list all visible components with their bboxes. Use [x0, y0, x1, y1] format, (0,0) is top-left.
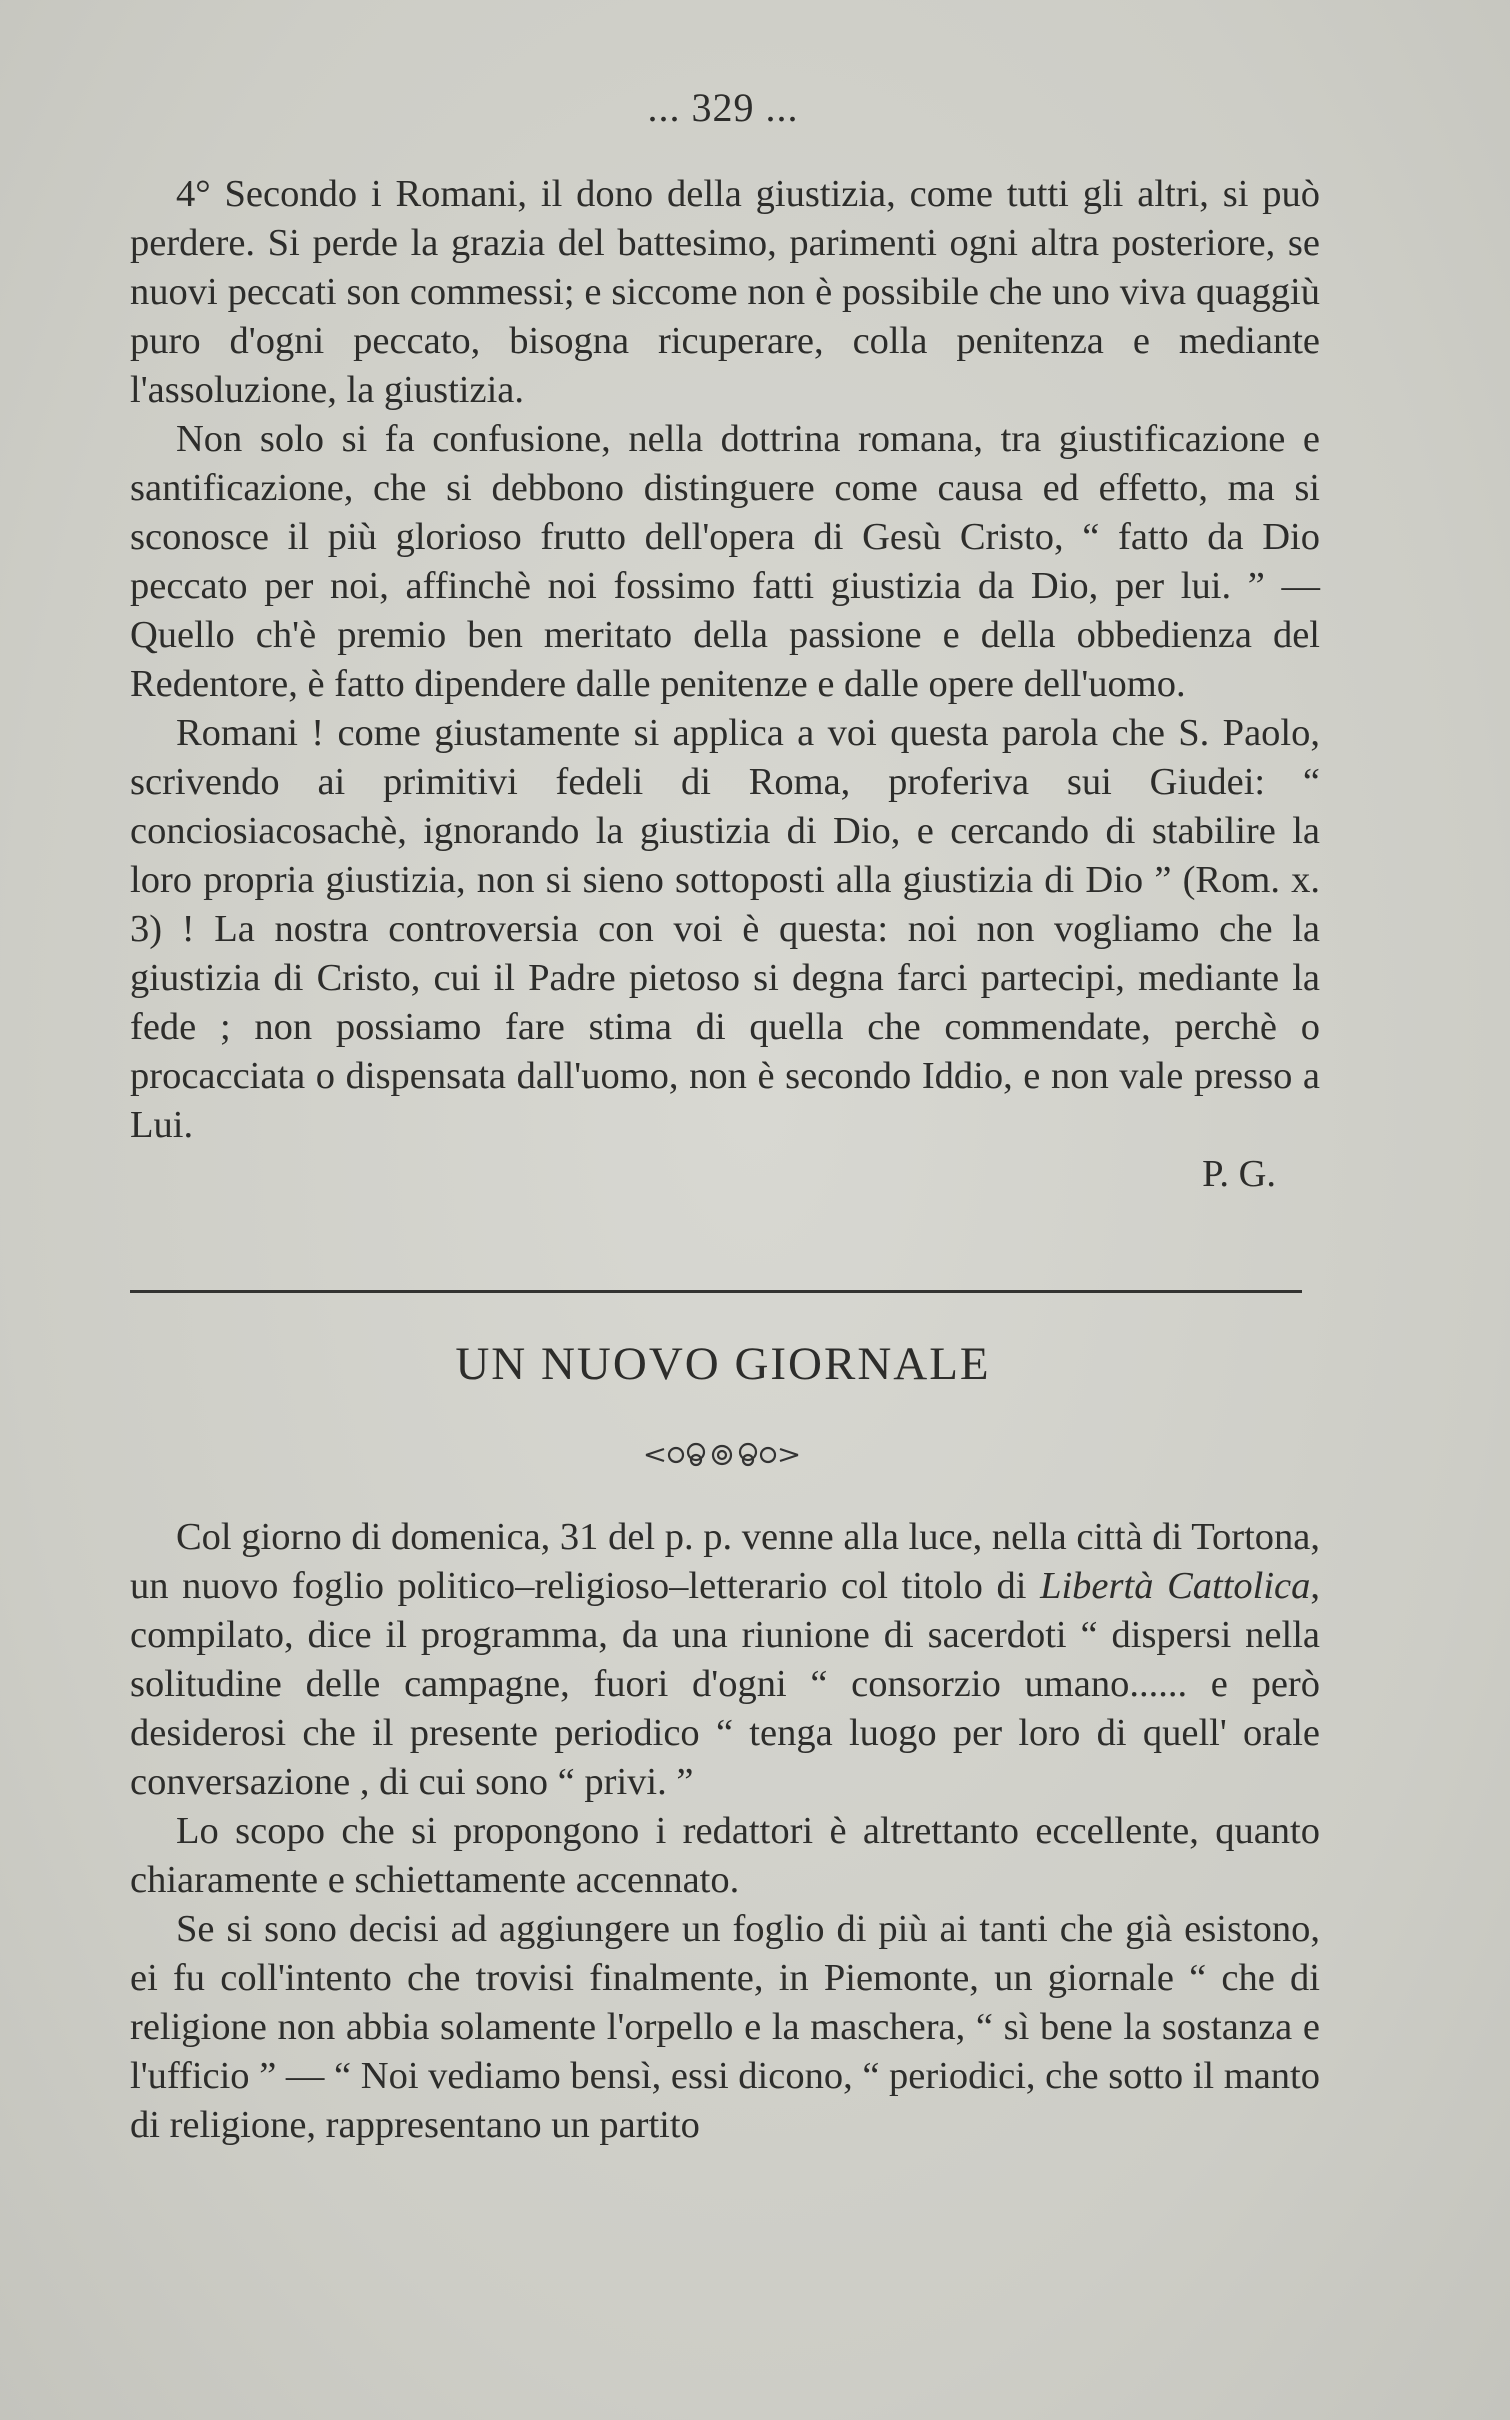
paragraph-6: Se si sono decisi ad aggiungere un foglio di più ai tanti che già esistono, ei fu coll'intento che trovisi finalmente, in Piemonte, un giornale “ che di religione non abbia solamente l'orpello e la maschera, “ sì bene la sostanza e l'ufficio ” — “ Noi vediamo bensì, essi dicono, “ periodici, che sotto il manto di religione, rappresentano un partito — [130, 1908, 1320, 2146]
paragraph-4 — [130, 1513, 1320, 1807]
article-heading: UN NUOVO GIORNALE — [455, 1338, 991, 1390]
paragraph-4-end: , compilato, dice il programma, da una riunione di sacerdoti “ dispersi nella solitudine delle campagne, fuori d'ogni “ consorzio umano...... e però desiderosi che il presente periodico “ tenga luogo per loro di quell' orale conversazione , di cui sono “ privi. ” — [130, 1565, 1320, 1803]
ornament-icon — [642, 1438, 802, 1472]
paragraph-2: Non solo si fa confusione, nella dottrina romana, tra giustificazione e santificazione, che si debbono distinguere come causa ed effetto, ma si sconosce il più glorioso frutto dell'opera di Gesù Cristo, “ fatto da Dio peccato per noi, affinchè noi fossimo fatti giustizia da Dio, per lui. ” — Quello ch'è premio ben meritato della passione e della obbedienza del Redentore, è fatto dipendere dalle penitenze e dalle opere dell'uomo. — [130, 418, 1320, 705]
paragraph-1: 4° Secondo i Romani, il dono della giustizia, come tutti gli altri, si può perdere. Si perde la grazia del battesimo, parimenti ogni altra posteriore, se nuovi peccati son commessi; e siccome non è possibile che uno viva quaggiù puro d'ogni peccato, bisogna ricuperare, colla penitenza e mediante l'assoluzione, la giustizia. — [130, 173, 1320, 411]
paragraph-3: Romani ! come giustamente si applica a voi questa parola che S. Paolo, scrivendo ai primitivi fedeli di Roma, proferiva sui Giudei: “ conciosiacosachè, ignorando la giustizia di Dio, e cercando di stabilire la loro propria giustizia, non si sieno sottoposti alla giustizia di Dio ” (Rom. x. 3) ! La nostra controversia con voi è questa: noi non vogliamo che la giustizia di Cristo, cui il Padre pietoso si degna farci partecipi, mediante la fede ; non possiamo fare stima di quella che commendate, perchè o procacciata o dispensata dall'uomo, non è secondo Iddio, e non vale presso a Lui. — [130, 712, 1320, 1146]
paragraph-5: Lo scopo che si propongono i redattori è altrettanto eccellente, quanto chiaramente e schiettamente accennato. — [130, 1810, 1320, 1901]
article-body-1 — [130, 170, 1320, 1199]
author-signature: P. G. — [1202, 1153, 1276, 1195]
section-divider — [130, 1290, 1302, 1293]
newspaper-title: Libertà Cattolica — [1040, 1565, 1311, 1607]
article-body-2 — [130, 1513, 1320, 2150]
page-number: ... 329 ... — [647, 85, 799, 130]
paragraph-4-start: Col giorno di domenica, 31 del p. p. venne alla luce, nella città di Tortona, un nuovo foglio politico–religioso–letterario col titolo di — [130, 1516, 1320, 1607]
